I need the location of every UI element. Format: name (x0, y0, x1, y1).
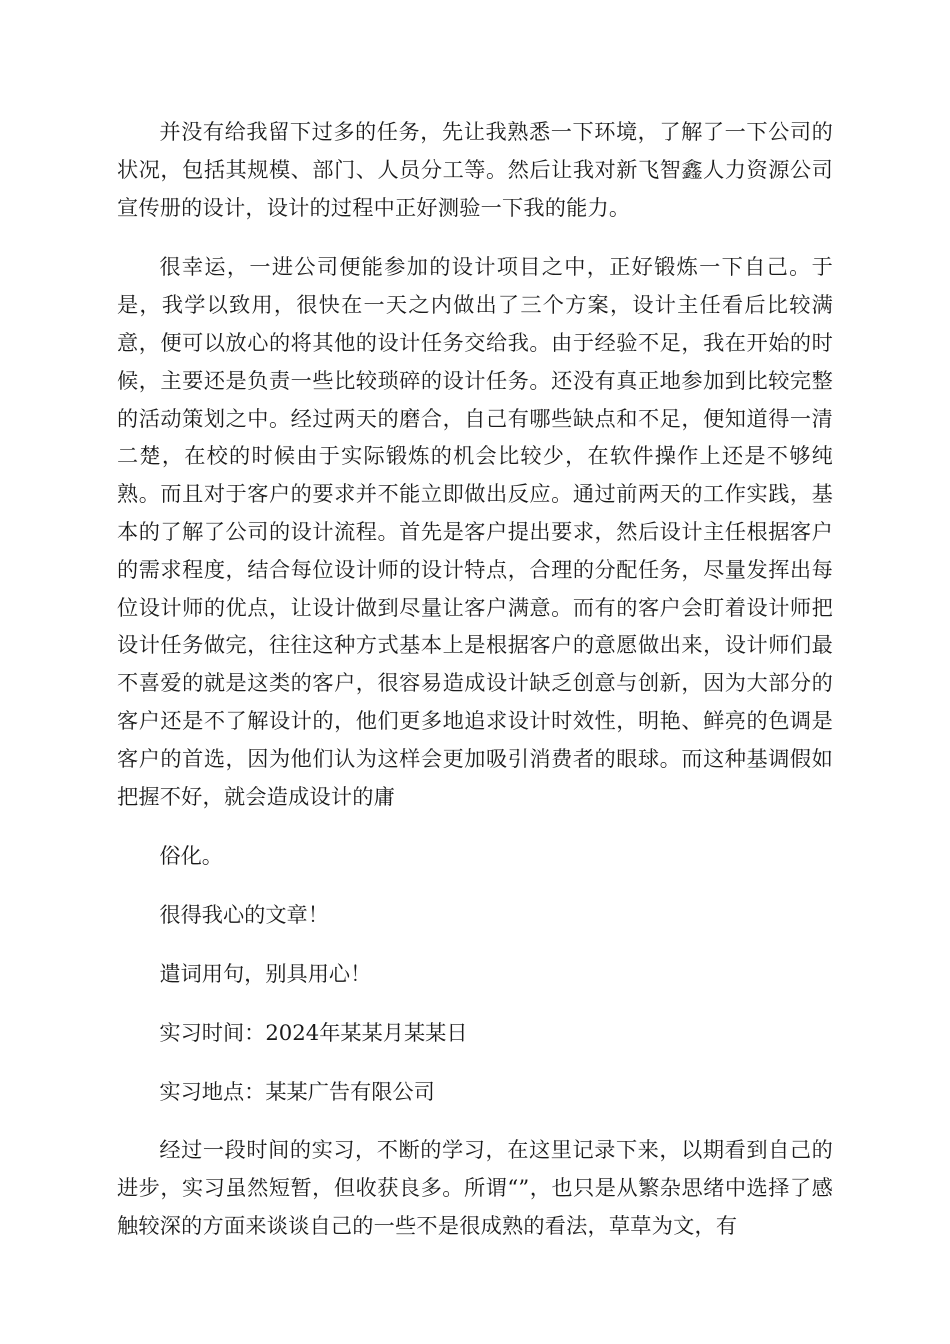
paragraph-intro: 并没有给我留下过多的任务，先让我熟悉一下环境，了解了一下公司的状况，包括其规模、部门、人员分工等。然后让我对新飞智鑫人力资源公司宣传册的设计，设计的过程中正好测验一下我的能力。 (117, 119, 833, 220)
paragraph-experience: 很幸运，一进公司便能参加的设计项目之中，正好锻炼一下自己。于是，我学以致用，很快在一天之内做出了三个方案，设计主任看后比较满意，便可以放心的将其他的设计任务交给我。由于经验不足，我在开始的时候，主要还是负责一些比较琐碎的设计任务。还没有真正地参加到比较完整的活动策划之中。经过两天的磨合，自己有哪些缺点和不足，便知道得一清二楚，在校的时候由于实际锻炼的机会比较少，在软件操作上还是不够纯熟。而且对于客户的要求并不能立即做出反应。通过前两天的工作实践，基本的了解了公司的设计流程。首先是客户提出要求，然后设计主任根据客户的需求程度，结合每位设计师的设计特点，合理的分配任务，尽量发挥出每位设计师的优点，让设计做到尽量让客户满意。而有的客户会盯着设计师把设计任务做完，往往这种方式基本上是根据客户的意愿做出来，设计师们最不喜爱的就是这类的客户，很容易造成设计缺乏创意与创新，因为大部分的客户还是不了解设计的，他们更多地追求设计时效性，明艳、鲜亮的色调是客户的首选，因为他们认为这样会更加吸引消费者的眼球。而这种基调假如把握不好，就会造成设计的庸 (117, 254, 833, 809)
line-vulgarization: 俗化。 (159, 843, 223, 869)
line-comment-2: 遣词用句，别具用心！ (159, 960, 372, 986)
document-page (117, 113, 833, 1245)
paragraph-closing: 经过一段时间的实习，不断的学习，在这里记录下来，以期看到自己的进步，实习虽然短暂，但收获良多。所谓“”，也只是从繁杂思绪中选择了感触较深的方面来谈谈自己的一些不是很成熟的看法，草草为文，有 (117, 1137, 833, 1238)
line-comment-1: 很得我心的文章！ (159, 902, 329, 928)
internship-time: 实习时间：2024年某某月某某日 (159, 1019, 468, 1045)
internship-location: 实习地点：某某广告有限公司 (159, 1078, 435, 1104)
